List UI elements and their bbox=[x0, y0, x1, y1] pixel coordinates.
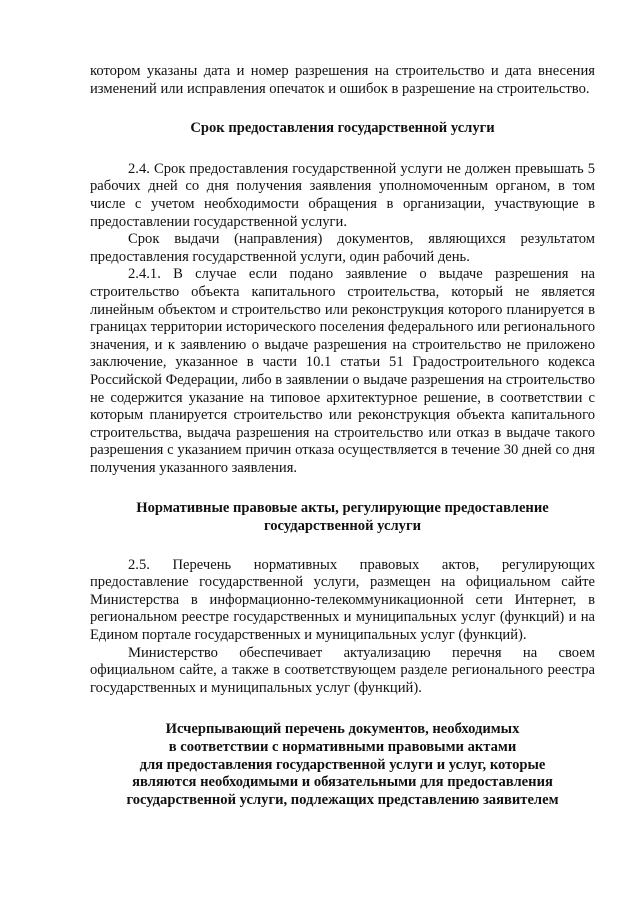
paragraph-2-4-1: 2.4.1. В случае если подано заявление о выдаче разрешения на строительство объекта капитального строительства, который не является линейным объектом и строительство или реконструкция которого планируется в границах территории исторического поселения федерального или регионального значения, и к заявлению о выдаче разрешения на строительство не приложено заключение, указанное в части 10.1 статьи 51 Градостроительного кодекса Российской Федерации, либо в заявлении о выдаче разрешения на строительство не содержится указание на типовое архитектурное решение, в соответствии с которым планируется строительство или реконструкция объекта капитального строительства, выдача разрешения на строительство или отказ в выдаче такого разрешения с указанием причин отказа осуществляется в течение 30 дней со дня получения указанного заявления. bbox=[90, 266, 595, 476]
heading-line: являются необходимыми и обязательными для предоставления bbox=[132, 774, 553, 791]
heading-line: государственной услуги bbox=[263, 518, 422, 535]
heading-line: для предоставления государственной услуги и услуг, которые bbox=[139, 756, 546, 773]
paragraph-ministry: Министерство обеспечивает актуализацию перечня на своем официальном сайте, а также в соответствующем разделе регионального реестра государственных и муниципальных услуг (функций). bbox=[90, 644, 595, 696]
heading-line: в соответствии с нормативными правовыми актами bbox=[168, 739, 517, 755]
heading-line: Исчерпывающий перечень документов, необходимых bbox=[165, 721, 520, 738]
section-heading-term: Срок предоставления государственной услуги bbox=[190, 120, 495, 137]
section-heading-legal-acts bbox=[90, 500, 595, 535]
heading-line: государственной услуги, подлежащих представлению заявителем bbox=[126, 791, 559, 808]
paragraph-2-4: 2.4. Срок предоставления государственной услуги не должен превышать 5 рабочих дней со дня получения заявления уполномоченным органом, в том числе с учетом необходимости обращения в организации, участвующие в предоставлении государственной услуги. bbox=[90, 160, 595, 230]
heading-line: Нормативные правовые акты, регулирующие предоставление bbox=[136, 500, 549, 517]
paragraph-issue-term: Срок выдачи (направления) документов, являющихся результатом предоставления государственной услуги, один рабочий день. bbox=[90, 231, 595, 265]
paragraph-2-5: 2.5. Перечень нормативных правовых актов, регулирующих предоставление государственной услуги, размещен на официальном сайте Министерства в информационно-телекоммуникационной сети Интернет, в региональном реестре государственных и муниципальных услуг (функций) и на Едином портале государственных и муниципальных услуг (функций). bbox=[90, 556, 595, 644]
intro-paragraph: котором указаны дата и номер разрешения на строительство и дата внесения изменений или исправления опечаток и ошибок в разрешение на строительство. bbox=[90, 63, 595, 97]
section-heading-documents bbox=[90, 721, 595, 809]
document-page bbox=[90, 63, 595, 809]
